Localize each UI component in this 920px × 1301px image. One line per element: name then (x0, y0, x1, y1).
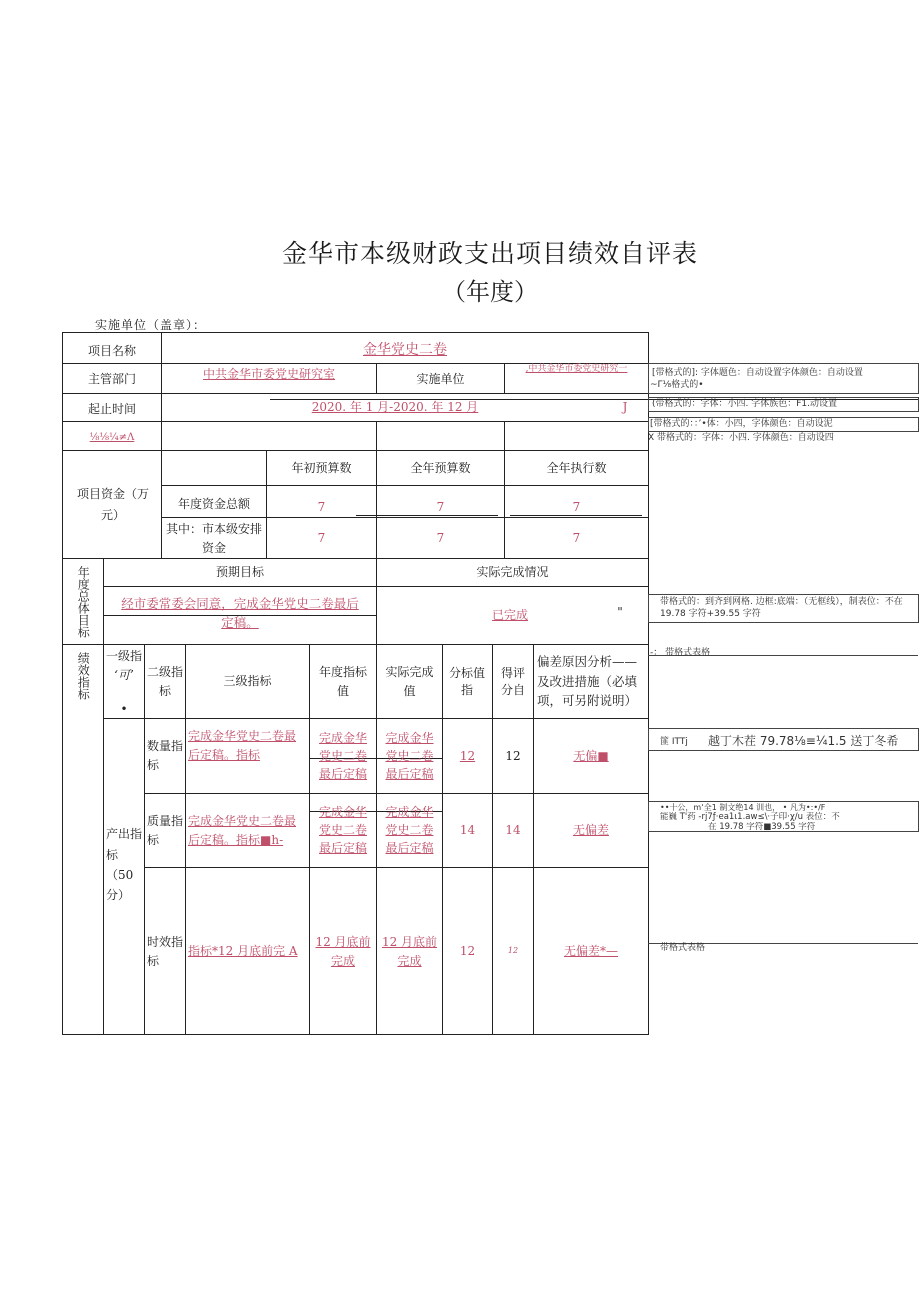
funds-city-executed: 7 (572, 531, 581, 546)
implementing-unit-label: 实施单位（盖章）： (95, 318, 207, 332)
row3-deviation: 无偏差*— (563, 944, 618, 959)
page-title: 金华市本级财政支出项目绩效自评表 (281, 239, 698, 268)
level3-header: 三级指标 (223, 674, 272, 689)
row2-weight: 14 (459, 823, 476, 838)
side-note-5: X 带格式的：字体：小四. 字体颜色：自动设四 (648, 433, 834, 443)
goals-expected-text: 经市委常委会同意，完成金华党史二卷最后定稿。 (121, 595, 359, 630)
funds-header-executed: 全年执行数 (546, 460, 607, 475)
row1-actual-value: 完成金华党史二卷最后定稿 (385, 730, 434, 781)
row2-score: 14 (505, 823, 521, 838)
row3-year-value: 12 月底前完成 (315, 934, 371, 968)
year-value-header: 年度指标值 (318, 664, 367, 698)
funds-city-initial: 7 (317, 531, 326, 546)
side-note-3: (带格式的：字体：小四. 字体族色：F1.动设置 (652, 399, 837, 409)
goals-side-label: 年度总体目标 (76, 565, 91, 638)
row1-level2: 数量指标 (147, 739, 184, 772)
row2-year-value: 完成金华党史二卷最后定稿 (318, 805, 367, 855)
supervisor-label: 主管部门 (87, 372, 136, 387)
row3-level3: 指标*12 月底前完 A (188, 944, 298, 959)
side-note-10: 带格式表格 (660, 943, 706, 953)
row1-deviation: 无偏■ (573, 748, 609, 763)
level1-header-dot: • (120, 701, 128, 716)
period-label: 起止时间 (87, 402, 136, 417)
funds-header-annual: 全年预算数 (410, 460, 471, 475)
period-value: 2020. 年 1 月-2020. 年 12 月 (311, 399, 479, 414)
funds-total-executed: 7 (572, 499, 581, 514)
side-note-9a: ••十公，m‘全1 制文绝14 训也， • 凡为•:•/F (660, 803, 826, 812)
funds-label: 项目资金（万元） (76, 487, 149, 522)
funds-header-initial: 年初预算数 (291, 460, 352, 475)
side-note-7: -： 带格式表格 (650, 648, 711, 658)
row3-score: 12 (507, 946, 519, 956)
goals-actual-trail: " (617, 604, 623, 619)
implementing-unit-cell-value: ,中共金华市委党史研究一 (525, 364, 628, 375)
goals-actual-header: 实际完成情况 (476, 565, 549, 580)
row1-score: 12 (505, 748, 521, 763)
garbled-row-label: ⅛⅛¼≠Λ (89, 432, 135, 444)
side-note-9c: 在 19.78 字符■39.55 字符 (708, 822, 816, 832)
row2-level2: 质量指标 (147, 813, 184, 847)
side-note-9b: 能巍 T'药 -rj7ƒ·ea1ι1.aw≤\·子印·χ/u 表位：不 (660, 812, 840, 822)
row2-deviation: 无偏差 (572, 823, 609, 838)
row3-actual-value: 12 月底前完成 (381, 934, 438, 968)
funds-total-label: 年度资金总额 (177, 496, 250, 511)
implementing-unit-cell-label: 实施单位 (416, 372, 465, 387)
level2-header: 二级指标 (147, 664, 184, 698)
side-note-2: ~Γ⅛格式的• (650, 380, 704, 390)
row3-level2: 时效指标 (147, 934, 184, 968)
actual-value-header: 实际完成值 (385, 664, 434, 698)
period-trail: J (622, 399, 628, 414)
output-indicator-label: 产出指标（50分） (106, 827, 143, 903)
row2-actual-value: 完成金华党史二卷最后定稿 (385, 805, 434, 855)
page-subtitle: （年度） (442, 278, 538, 306)
project-name-label: 项目名称 (87, 343, 136, 358)
project-name-value: 金华党史二卷 (363, 342, 447, 359)
side-note-1: [带格式的]: 字体题色：自动设置字体颜色：自动设置 (652, 368, 863, 378)
level1-header-marks: ‘可’ (114, 667, 134, 682)
funds-city-annual: 7 (436, 531, 445, 546)
level1-header: 一级指 (106, 648, 143, 663)
side-note-4: [带格式的：：’•体：小四，字体颜色：自动设泥 (650, 419, 833, 429)
row1-year-value: 完成金华党史二卷最后定稿 (318, 730, 367, 781)
indicators-side-label: 绩效指标 (76, 652, 91, 700)
goals-expected-header: 预期目标 (215, 565, 264, 580)
funds-total-initial: 7 (317, 499, 326, 514)
weight-header: 分标值指 (449, 665, 486, 697)
row1-level3: 完成金华党史二卷最后定稿。指标 (188, 729, 297, 762)
score-header: 得评分自 (500, 665, 525, 697)
row1-weight: 12 (459, 748, 476, 763)
funds-city-label: 其中：市本级安排资金 (166, 521, 263, 555)
goals-actual-text: 已完成 (491, 607, 528, 622)
funds-total-annual: 7 (436, 499, 445, 514)
side-note-8b: 越丁木茬 79.78⅛≡¼1.5 送丁冬希 (708, 734, 899, 748)
row3-weight: 12 (459, 944, 476, 959)
deviation-header: 偏差原因分析——及改进措施（必填项，可另附说明） (537, 654, 638, 709)
row2-level3: 完成金华党史二卷最后定稿。指标■h- (188, 813, 297, 847)
side-note-8a: 篚 ITTj (660, 737, 688, 747)
supervisor-value: 中共金华市委党史研究室 (202, 366, 335, 381)
side-note-6: 带格式的：到齐到网格. 边框:底端：（无框线），制表位：不在 19.78 字符+39.55 字符 (660, 597, 903, 619)
